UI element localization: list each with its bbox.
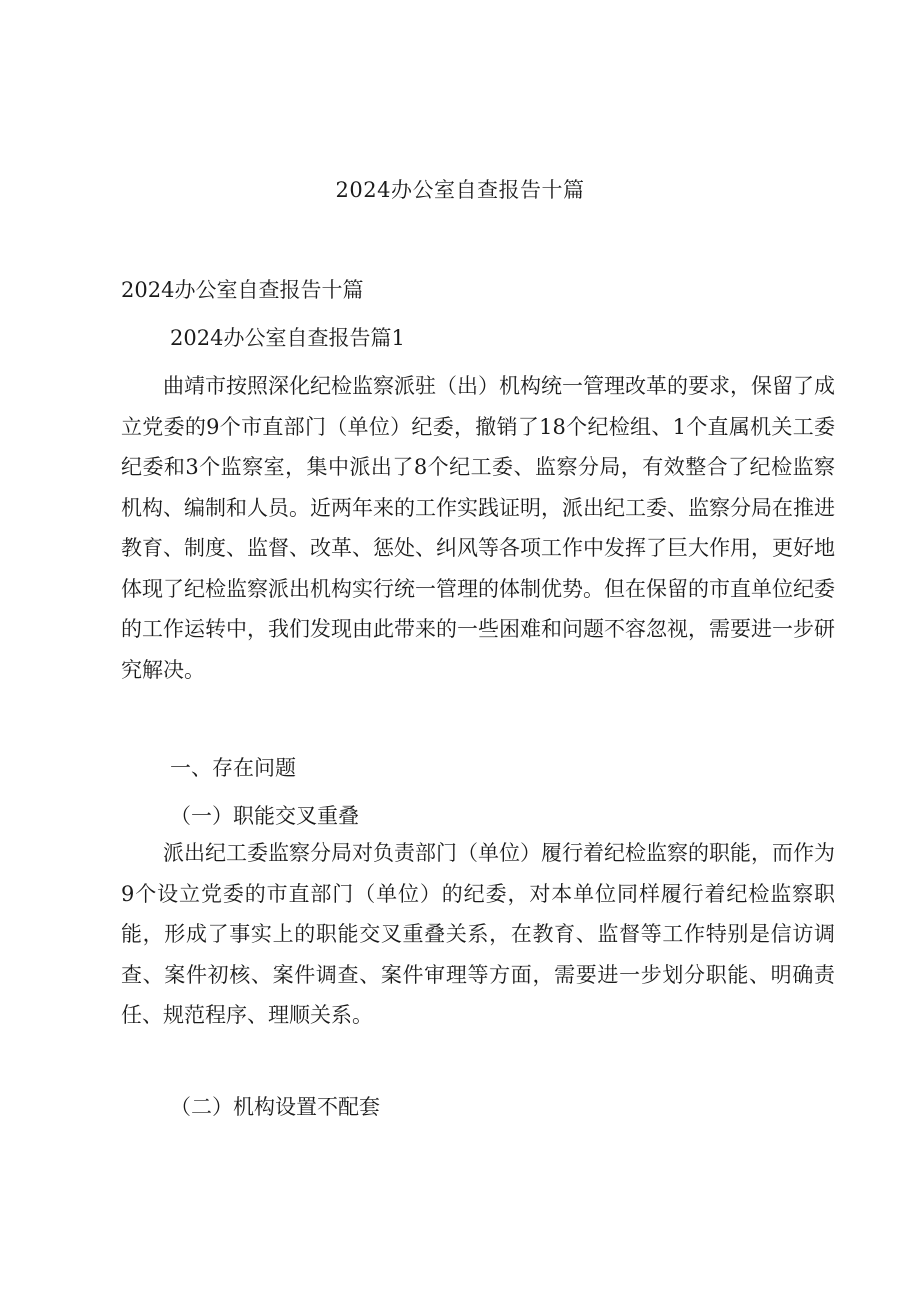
paragraph-overlap: 派出纪工委监察分局对负责部门（单位）履行着纪检监察的职能，而作为9个设立党委的市直部门（单位）的纪委，对本单位同样履行着纪检监察职能，形成了事实上的职能交叉重叠关系，在教育、监督等工作特别是信访调查、案件初核、案件调查、案件审理等方面，需要进一步划分职能、明确责任、规范程序、理顺关系。 [121, 841, 835, 1027]
paragraph-intro: 曲靖市按照深化纪检监察派驻（出）机构统一管理改革的要求，保留了成立党委的9个市直部门（单位）纪委，撤销了18个纪检组、1个直属机关工委纪委和3个监察室，集中派出了8个纪工委、监察分局，有效整合了纪检监察机构、编制和人员。近两年来的工作实践证明，派出纪工委、监察分局在推进教育、制度、监督、改革、惩处、纠风等各项工作中发挥了巨大作用，更好地体现了纪检监察派出机构实行统一管理的体制优势。但在保留的市直单位纪委的工作运转中，我们发现由此带来的一些困难和问题不容忽视，需要进一步研究解决。 [121, 374, 835, 682]
sub-heading: 2024办公室自查报告篇1 [170, 326, 405, 350]
main-heading: 2024办公室自查报告十篇 [121, 278, 364, 302]
subsection-heading-structure: （二）机构设置不配套 [170, 1095, 380, 1119]
document-title: 2024办公室自查报告十篇 [335, 178, 585, 202]
subsection-heading-overlap: （一）职能交叉重叠 [170, 804, 359, 828]
section-heading-problems: 一、存在问题 [170, 756, 296, 780]
